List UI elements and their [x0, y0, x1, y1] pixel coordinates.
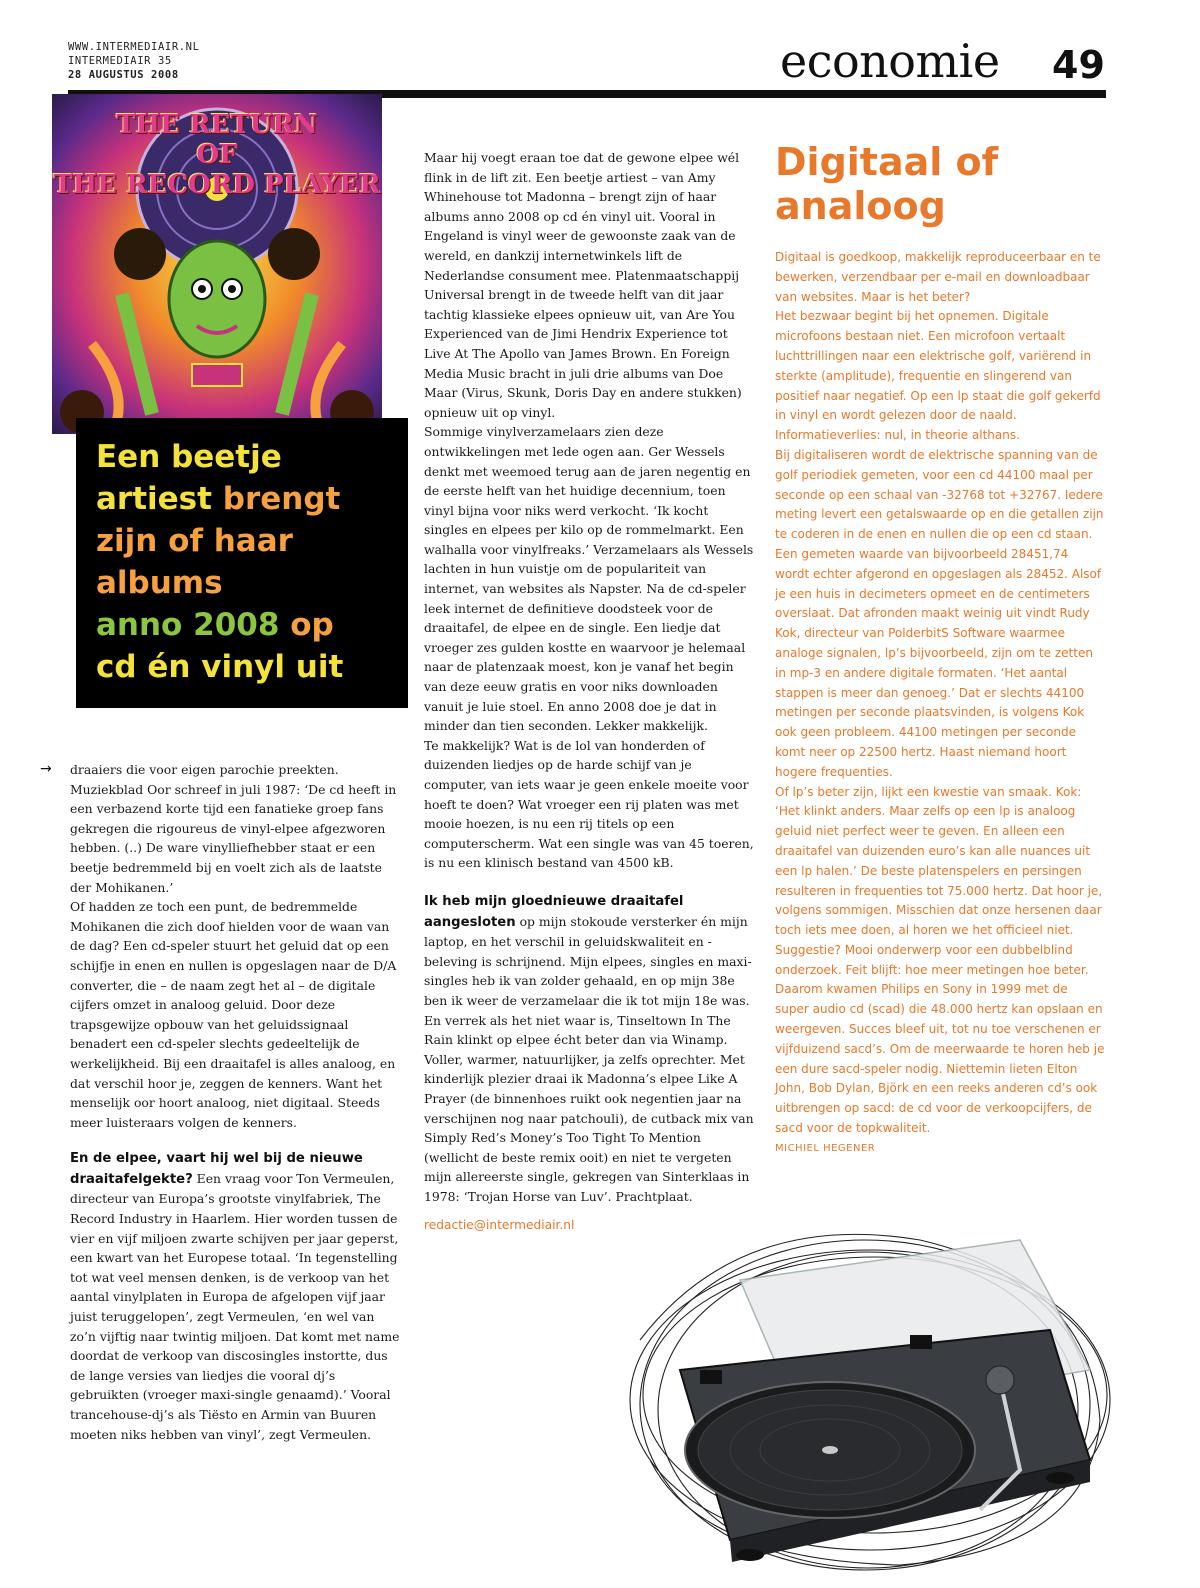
author-byline: MICHIEL HEGENER: [775, 1142, 876, 1154]
section-name: economie: [780, 34, 1000, 88]
article-paragraph: Of hadden ze toch een punt, de bedremmelde Mohikanen die zich doof hielden voor de waan van de dag? Een cd-speler stuurt het geluid dat op een schijfje in enen en nullen is opgeslagen naar de D/A converter, die – de naam zegt het al – de digitale cijfers omzet in analoog geluid. Door deze trapsgewijze opbouw van het geluidssignaal benadert een cd-speler slechts gedeeltelijk de werkelijkheid. Bij een draaitafel is alles analoog, en dat verschil hoor je, zeggen de kenners. Want het menselijk oor hoort analoog, niet digitaal. Steeds meer luisteraars volgen de kenners.: [70, 899, 397, 1130]
article-paragraph: Ik heb mijn gloednieuwe draaitafel aangesloten op mijn stokoude versterker én mijn laptop, en het verschil in geluidskwaliteit en -beleving is schrijnend. Mijn elpees, singles en maxi-singles heb ik van zolder gehaald, en op mijn 38e ben ik weer de verzamelaar die ik tot mijn 18e was. En verrek als het niet waar is, Tinseltown In The Rain klinkt op elpee écht beter dan via Winamp. Voller, warmer, natuurlijker, ja zelfs oprechter. Met kinderlijk plezier draai ik Madonna’s elpee Like A Prayer (de binnenhoes ruikt ook negentien jaar na verschijnen nog naar patchouli), de cutback mix van Simply Red’s Money’s Too Tight To Mention (wellicht de beste remix ooit) en niet te vergeten mijn allereerste single, gekregen van Sinterklaas in 1978: ‘Trojan Horse van Luv’. Prachtplaat.: [424, 893, 754, 1204]
article-paragraph: Maar hij voegt eraan toe dat de gewone elpee wél flink in de lift zit. Een beetje artiest – van Amy Whinehouse tot Madonna – brengt zijn of haar albums anno 2008 op cd én vinyl uit. Vooral in Engeland is vinyl weer de gewoonste zaak van de wereld, en dankzij internetwinkels lift de Nederlandse consument mee. Platenmaatschappij Universal brengt in de tweede helft van dit jaar tachtig klassieke elpees opnieuw uit, van Are You Experienced van de Jimi Hendrix Experience tot Live At The Apollo van James Brown. En Foreign Media Music bracht in juli drie albums van Doe Maar (Virus, Skunk, Doris Day en andere stukken) opnieuw uit op vinyl.: [424, 150, 742, 420]
turntable-illustration: [620, 1220, 1120, 1575]
continued-arrow-icon: →: [40, 761, 52, 777]
sidebar-column: [775, 248, 1105, 1159]
issue-number: INTERMEDIAIR 35: [68, 55, 172, 67]
masthead-meta: [68, 40, 368, 82]
article-paragraph: Te makkelijk? Wat is de lol van honderden of duizenden liedjes op de harde schijf van je computer, van iets waar je geen enkele moeite voor hoeft te doen? Wat vroeger een rij platen was met mooie hoezen, is nu een rij titels op een computerscherm. Wat een single was van 45 toeren, is nu een klinisch bestand van 4500 kB.: [424, 737, 754, 871]
website-url: WWW.INTERMEDIAIR.NL: [68, 41, 200, 53]
sidebar-paragraph: Of lp’s beter zijn, lijkt een kwestie van smaak. Kok: ‘Het klinkt anders. Maar zelfs op een lp is analoog geluid niet perfect weer te geven. En alleen een draaitafel van duizenden euro’s kan alle nuances uit een lp halen.’ De beste platenspelers en persingen resulteren in frequenties tot 75.000 hertz. Dat hoor je, volgens sommigen. Misschien dat onze hersenen daar toch iets mee doen, al horen we het officieel niet. Suggestie? Mooi onderwerp voor een dubbelblind onderzoek. Feit blijft: hoe meer metingen hoe beter. Daarom kwamen Philips en Sony in 1999 met de super audio cd (scad) die 48.000 hertz kan opslaan en weergeven. Succes bleef uit, tot nu toe verschenen er vijfduizend sacd’s. Om de meerwaarde te horen heb je een dure sacd-speler nodig. Niettemin lieten Elton John, Bob Dylan, Björk en een reeks anderen cd’s ook uitbrengen op sacd: de cd voor de verkoopcijfers, de sacd voor de topkwaliteit.: [775, 784, 1105, 1136]
album-cover-image: [52, 94, 382, 434]
sidebar-paragraph: Het bezwaar begint bij het opnemen. Digitale microfoons bestaan niet. Een microfoon vertaalt luchttrillingen naar een elektrische golf, variërend in sterkte (amplitude), frequentie en slingerend van positief naar negatief. Op een lp staat die golf gekerfd in vinyl en wordt gelezen door de naald. Informatieverlies: nul, in theorie althans.: [775, 309, 1101, 443]
pull-quote-line: anno 2008 op: [96, 607, 334, 643]
editorial-email-link[interactable]: redactie@intermediair.nl: [424, 1218, 575, 1232]
pull-quote-line: artiest brengt: [96, 481, 341, 517]
sidebar-paragraph: Digitaal is goedkoop, makkelijk reproduceerbaar en te bewerken, verzendbaar per e-mail en downloadbaar van websites. Maar is het beter?: [775, 250, 1101, 304]
album-cover-title: THE RETURN OF THE RECORD PLAYER: [53, 110, 381, 200]
article-subhead: Ik heb mijn gloednieuwe draaitafel aangesloten: [424, 893, 684, 930]
pull-quote: [76, 418, 408, 708]
article-column-middle: [424, 148, 754, 1206]
issue-date: 28 AUGUSTUS 2008: [68, 69, 179, 81]
turntable-photo: [620, 1220, 1120, 1575]
sidebar-paragraph: Bij digitaliseren wordt de elektrische spanning van de golf periodiek gemeten, voor een cd 44100 maal per seconde op een schaal van -32768 tot +32767. Iedere meting levert een getalswaarde op en die getallen zijn te coderen in de enen en nullen die op een cd staan.: [775, 447, 1104, 542]
article-subhead: En de elpee, vaart hij wel bij de nieuwe draaitafelgekte?: [70, 1151, 363, 1187]
article-paragraph: En de elpee, vaart hij wel bij de nieuwe draaitafelgekte? Een vraag voor Ton Vermeulen, directeur van Europa’s grootste vinylfabriek, The Record Industry in Haarlem. Hier worden tussen de vier en vijf miljoen zwarte schijven per jaar geperst, een kwart van het Europese totaal. ‘In tegenstelling tot wat veel mensen denken, is de verkoop van het aantal vinylplaten in Europa de afgelopen vijf jaar juist teruggelopen’, zegt Vermeulen, ‘en wel van zo’n vijftig naar twintig miljoen. Dat komt met name doordat de verkoop van discosingles instortte, dus de lange versies van liedjes die vooral dj’s gebruikten (vroeger maxi-single genaamd).’ Vooral trancehouse-dj’s als Tiësto en Armin van Buuren moeten niks hebben van vinyl’, zegt Vermeulen.: [70, 1151, 400, 1442]
sidebar-paragraph: Een gemeten waarde van bijvoorbeeld 28451,74 wordt echter afgerond en opgeslagen als 28452. Alsof je een huis in decimeters opmeet en de centimeters overslaat. Dat afronden maakt weinig uit vindt Rudy Kok, directeur van PolderbitS Software waarmee analoge signalen, lp’s bijvoorbeeld, zijn om te zetten in mp-3 en andere digitale formaten. ‘Het aantal stappen is meer dan genoeg.’ Dat er slechts 44100 metingen per seconde plaatsvinden, is volgens Kok ook geen probleem. 44100 metingen per seconde komt neer op 22500 hertz. Haast niemand hoort hogere frequenties.: [775, 546, 1102, 779]
article-paragraph: draaiers die voor eigen parochie preekten. Muziekblad Oor schreef in juli 1987: ‘De cd heeft in een verbazend korte tijd een fanatieke groep fans gekregen die rigoureus de vinyl-elpee afgezworen hebben. (..) De ware vinylliefhebber staat er een beetje bedremmeld bij en voelt zich als de laatste der Mohikanen.’: [70, 762, 397, 895]
pull-quote-line: Een beetje: [96, 439, 282, 475]
article-paragraph: Sommige vinylverzamelaars zien deze ontwikkelingen met lede ogen aan. Ger Wessels denkt met weemoed terug aan de jaren negentig en de eerste helft van het huidige decennium, toen vinyl bijna voor niks werd verkocht. ‘Ik kocht singles en elpees per kilo op de rommelmarkt. Een walhalla voor vinylfreaks.’ Verzamelaars als Wessels lachten in hun vuistje om de populariteit van internet, van websites als Napster. Na de cd-speler leek internet de definitieve doodsteek voor de draaitafel, de elpee en de single. Een liedje dat vroeger zes gulden kostte en waarvoor je helemaal naar de platenzaak moest, kon je vanaf het begin van deze eeuw gratis en voor niks downloaden vanuit je luie stoel. En anno 2008 doe je dat in minder dan tien seconden. Lekker makkelijk.: [424, 424, 754, 734]
pull-quote-line: zijn of haar: [96, 523, 293, 559]
article-column-left: [70, 760, 400, 1444]
pull-quote-line: cd én vinyl uit: [96, 649, 344, 685]
page-number: 49: [1052, 43, 1105, 87]
sidebar-heading: Digitaal of analoog: [775, 140, 999, 228]
pull-quote-line: albums: [96, 565, 223, 601]
